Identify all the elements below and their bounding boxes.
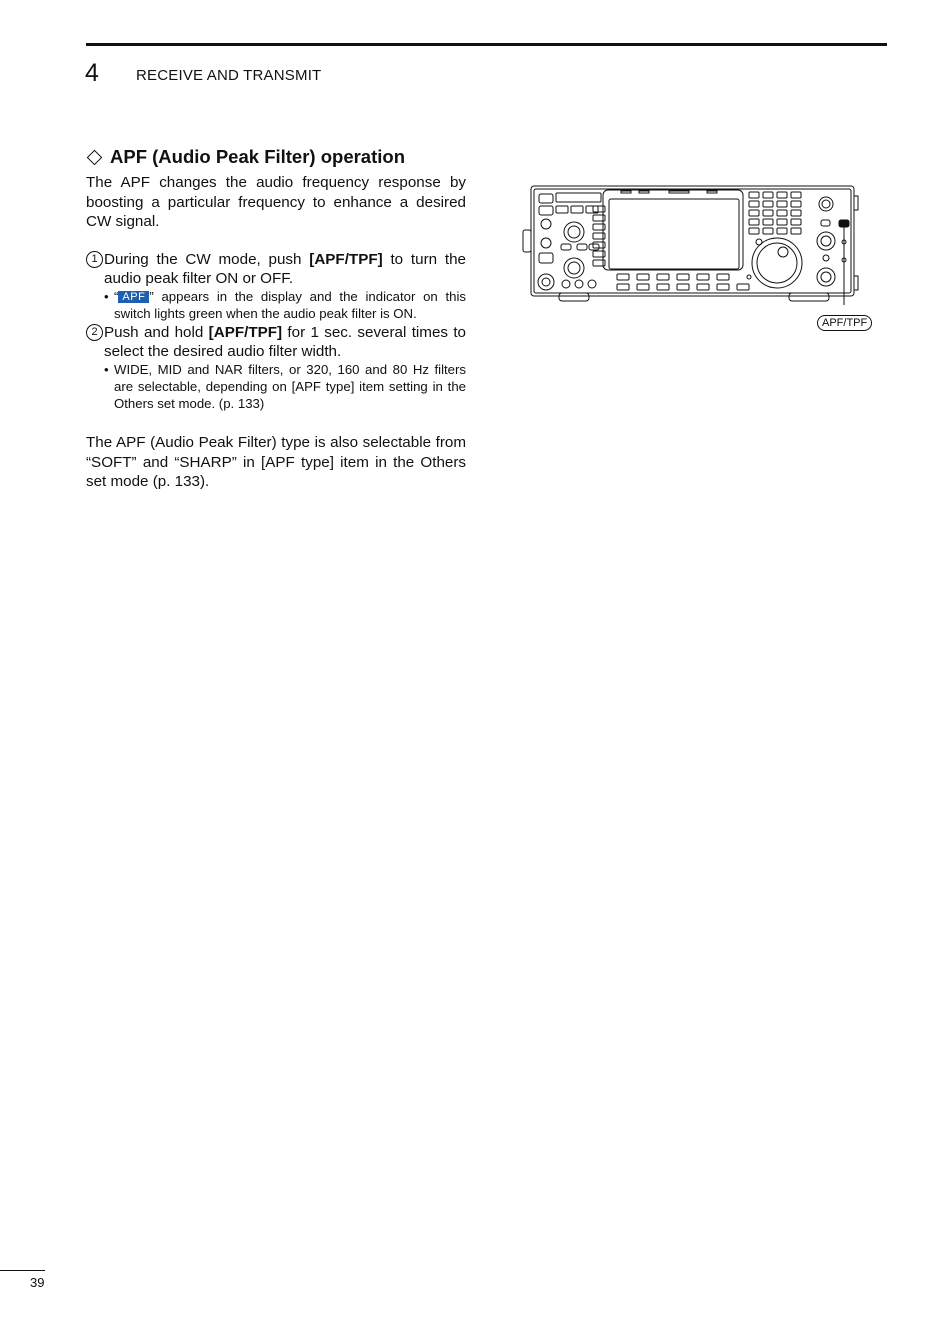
section-title: APF (Audio Peak Filter) operation bbox=[110, 146, 405, 167]
chapter-number: 4 bbox=[85, 59, 99, 87]
intro-block bbox=[86, 173, 466, 232]
step-number: 2 bbox=[86, 324, 103, 341]
step-text: During the CW mode, push [APF/TPF] to turn the audio peak filter ON or OFF. bbox=[104, 251, 466, 287]
key-label: [APF/TPF] bbox=[309, 251, 383, 268]
page-number: 39 bbox=[30, 1275, 45, 1290]
apf-tpf-callout-label: APF/TPF bbox=[817, 315, 872, 331]
step-1-bullet: • “ APF ” appears in the display and the indicator on this switch lights green when the audio peak filter is ON. bbox=[104, 289, 466, 321]
footer-rule bbox=[0, 1270, 45, 1271]
chapter-title: RECEIVE AND TRANSMIT bbox=[136, 67, 322, 84]
key-label: [APF/TPF] bbox=[208, 324, 283, 341]
footer-block bbox=[86, 433, 466, 492]
transceiver-front-panel-illustration bbox=[521, 180, 861, 305]
diamond-icon bbox=[87, 149, 103, 165]
step-number: 1 bbox=[86, 251, 103, 268]
step-text: Push and hold [APF/TPF] for 1 sec. several times to select the desired audio filter width. bbox=[104, 324, 466, 360]
footer-paragraph: The APF (Audio Peak Filter) type is also selectable from “SOFT” and “SHARP” in [APF type] item in the Others set mode (p. 133). bbox=[86, 434, 466, 490]
step-2 bbox=[86, 323, 466, 361]
section-heading bbox=[86, 146, 405, 168]
step-1 bbox=[86, 250, 466, 288]
header-rule bbox=[86, 43, 887, 46]
apf-display-icon: APF bbox=[118, 291, 149, 303]
intro-paragraph: The APF changes the audio frequency response by boosting a particular frequency to enhance a desired CW signal. bbox=[86, 174, 466, 230]
step-2-bullet: • WIDE, MID and NAR filters, or 320, 160 and 80 Hz filters are selectable, depending on [APF type] item setting in the Others set mode. (p. 133) bbox=[104, 362, 466, 411]
